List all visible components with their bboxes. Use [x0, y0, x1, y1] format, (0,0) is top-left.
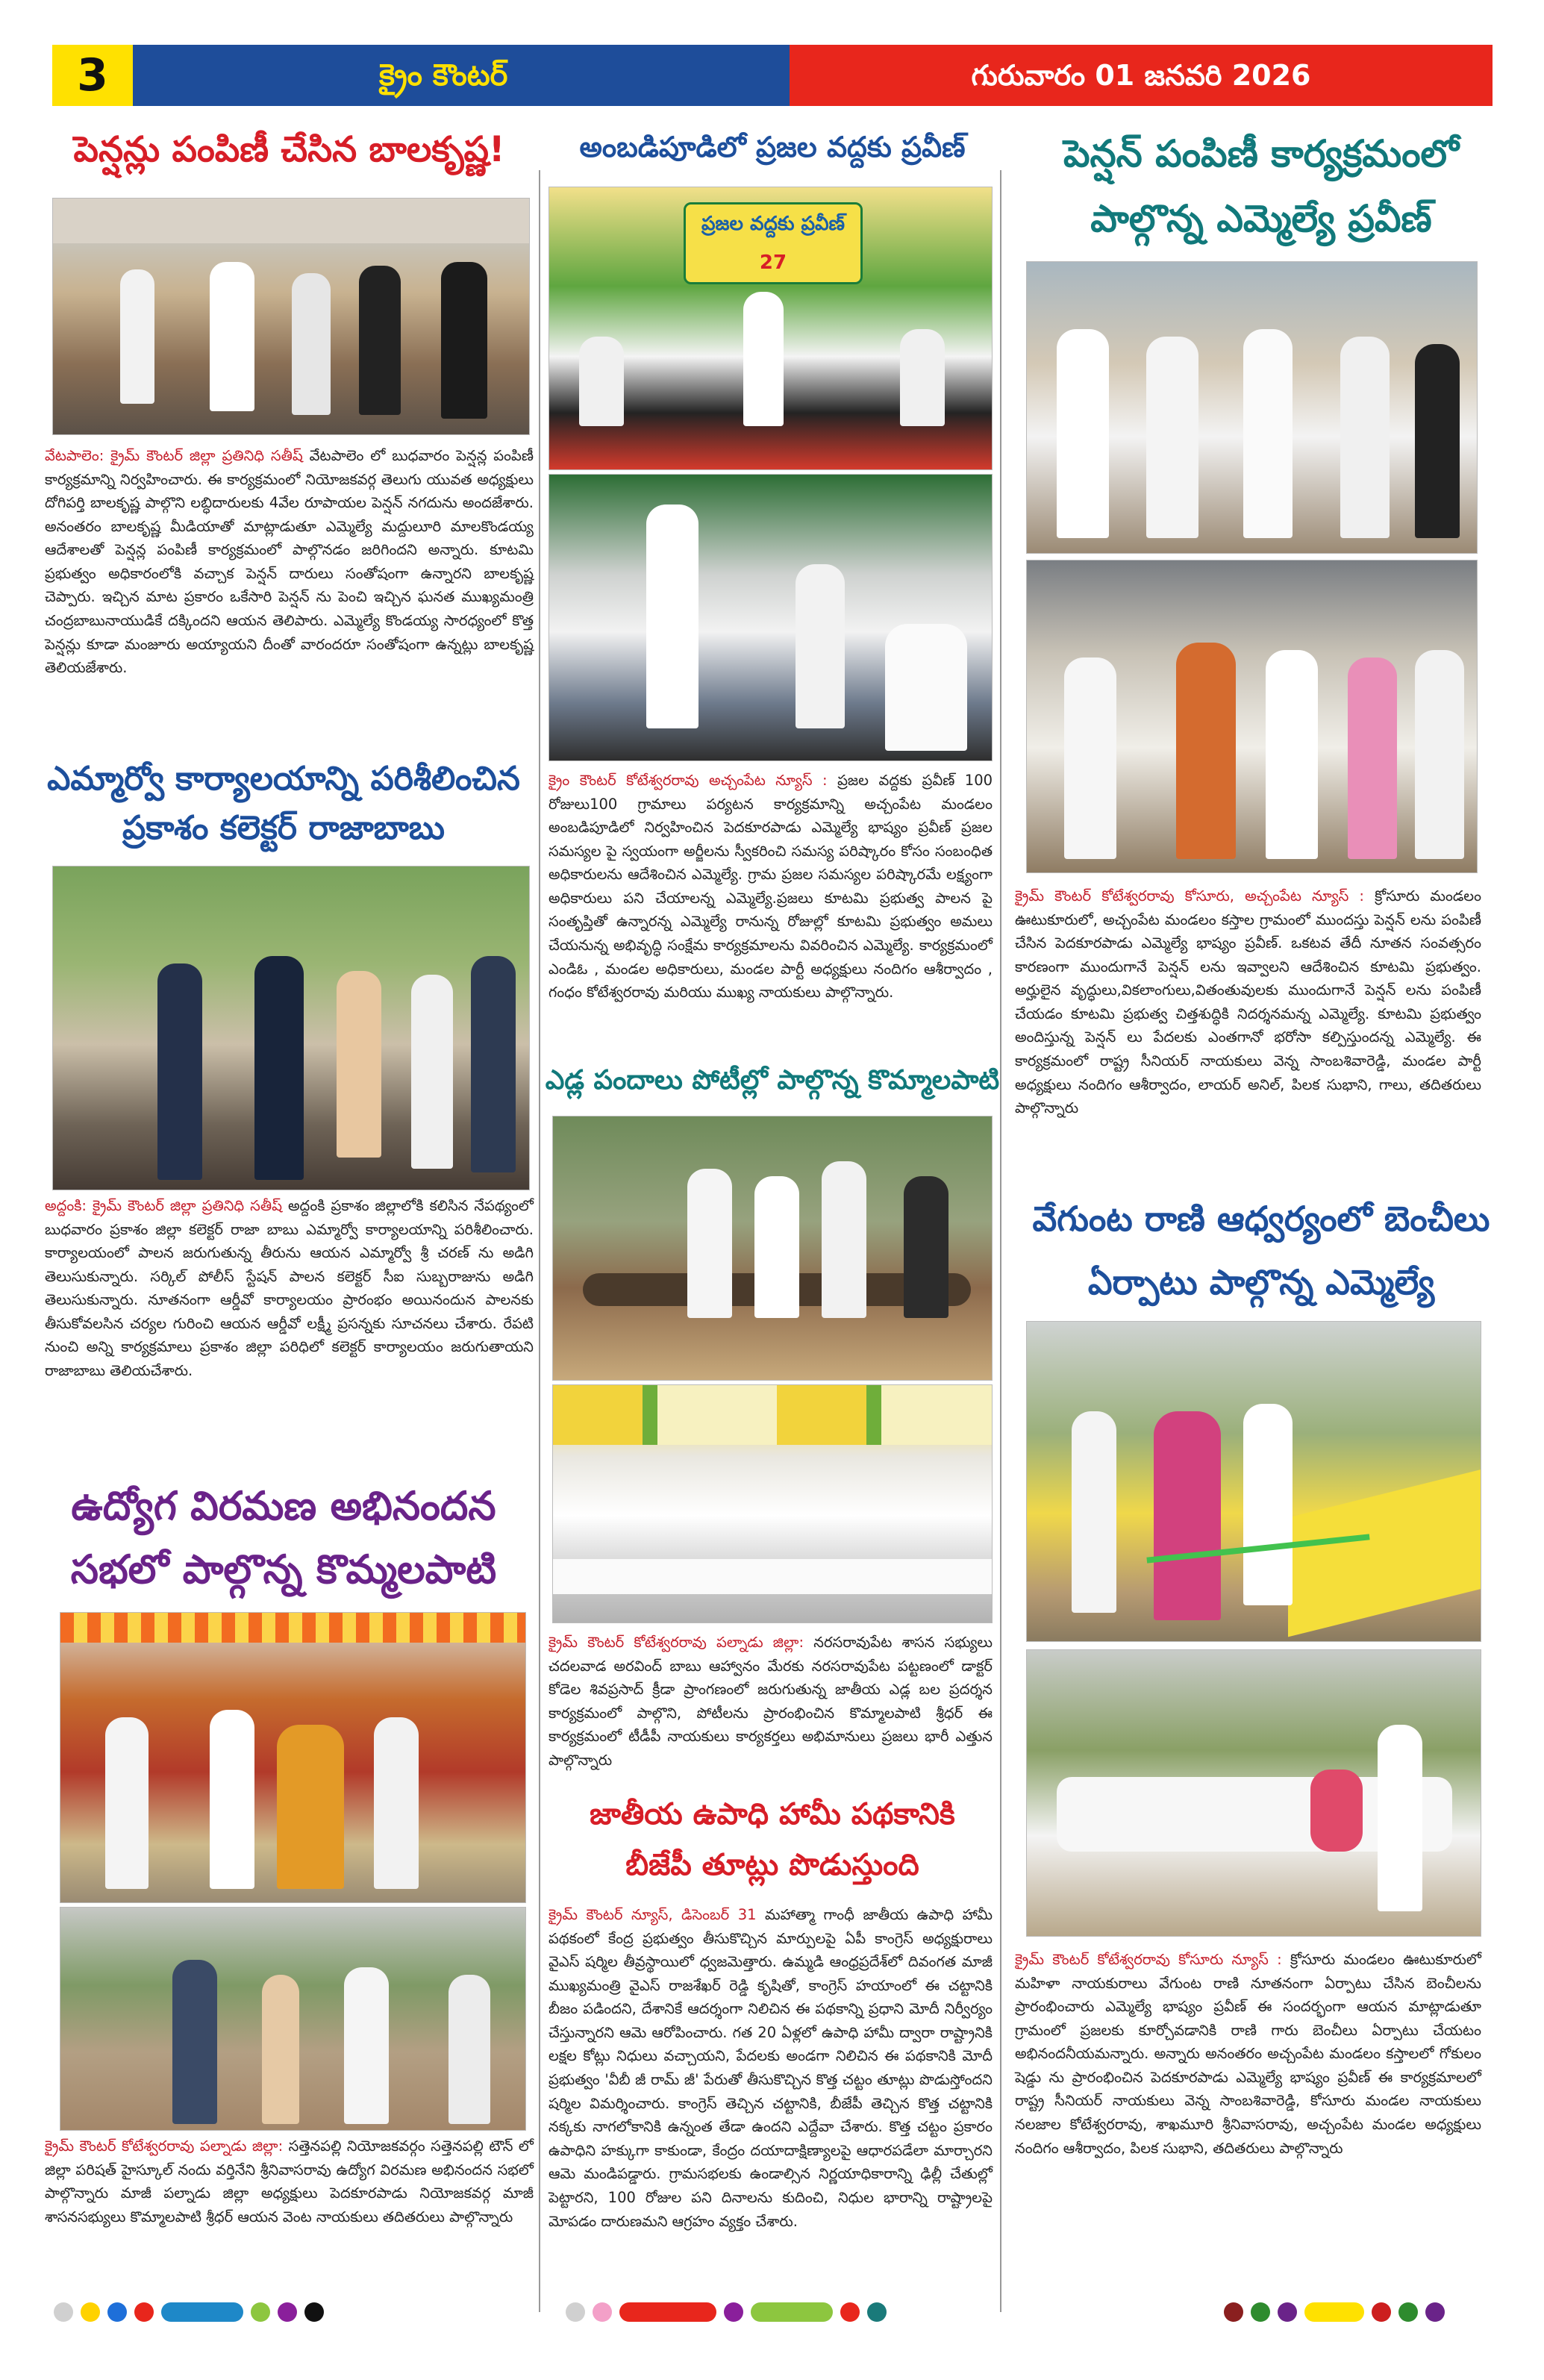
news-photo	[1026, 1649, 1481, 1937]
dateline: క్రైమ్ కౌంటర్ న్యూస్, డిసెంబర్ 31	[548, 1906, 757, 1923]
dateline: క్రైమ్ కౌంటర్ కోటేశ్వరరావు కోసూరు, అచ్చంపేట న్యూస్ :	[1015, 887, 1365, 905]
footer-bar	[751, 2302, 833, 2322]
headline: ఎడ్ల పందాలు పోటీల్లో పాల్గొన్న కొమ్మాలపాటి	[545, 1065, 1000, 1096]
footer-bar	[1304, 2302, 1364, 2322]
article-text: అద్దంకి ప్రకాశం జిల్లాలోకి కలిసిన నేపథ్యంలో బుధవారం ప్రకాశం జిల్లా కలెక్టర్ రాజా బాబు ఎమ్మార్వో కార్యాలయాన్ని పరిశీలించారు. కార్యాలయంలో పాలన జరుగుతున్న తీరును ఆయన ఎమ్మార్వో శ్రీ చరణ్ ను అడిగి తెలుసుకున్నారు. సర్కిల్ పోలీస్ స్టేషన్ పాలన కలెక్టర్ సీఐ సుబ్బరాజును అడిగి తెలుసుకున్నారు. నూతనంగా ఆర్డీవో కార్యాలయం ప్రారంభం అయినందున పాలనకు తీసుకోవలసిన చర్యల గురించి ఆయన ఆర్డీవో లక్ష్మీ ప్రసన్నకు సూచనలు చేశారు. రేపటి నుంచి అన్ని కార్యక్రమాలు ప్రకాశం జిల్లా పరిధిలో కలెక్టర్ కార్యాలయం జరుగుతాయని రాజాబాబు తెలియచేశారు.	[45, 1197, 534, 1380]
news-photo	[552, 1384, 993, 1623]
news-photo	[60, 1907, 526, 2131]
footer-dot	[593, 2302, 612, 2322]
footer-decoration-left	[54, 2302, 324, 2322]
news-photo	[1026, 261, 1478, 554]
dateline: క్రైమ్ కౌంటర్ కోటేశ్వరరావు పల్నాడు జిల్లా:	[45, 2137, 284, 2155]
dateline: అద్దంకి: క్రైమ్ కౌంటర్ జిల్లా ప్రతినిధి సతీష్	[45, 1197, 282, 1214]
footer-dot	[251, 2302, 270, 2322]
dateline: క్రైమ్ కౌంటర్ కోటేశ్వరరావు కోసూరు న్యూస్ :	[1015, 1951, 1282, 1968]
news-photo	[548, 474, 993, 761]
footer-dot	[1425, 2302, 1445, 2322]
headline: జాతీయ ఉపాధి హామీ పథకానికి	[590, 1797, 955, 1831]
article-body	[548, 1903, 993, 2233]
footer-dot	[1398, 2302, 1418, 2322]
article-text: నరసరావుపేట శాసన సభ్యులు చదలవాడ అరవింద్ బాబు ఆహ్వానం మేరకు నరసరావుపేట పట్టణంలో డాక్టర్ కోడెల శివప్రసాద్ క్రీడా ప్రాంగణంలో జరుగుతున్న జాతీయ ఎడ్ల బల ప్రదర్శన కార్యక్రమంలో పాల్గొని, పోటీలను ప్రారంభించిన కొమ్మాలపాటి శ్రీధర్ ఈ కార్యక్రమంలో టీడీపీ నాయకులు కార్యకర్తలు అభిమానులు ప్రజలు భారీ ఎత్తున పాల్గొన్నారు	[548, 1634, 993, 1769]
footer-dot	[1278, 2302, 1297, 2322]
section-banner	[133, 45, 790, 106]
footer-dot	[107, 2302, 127, 2322]
article-body	[45, 444, 534, 680]
news-photo	[1026, 560, 1478, 873]
headline: వేగుంట రాణి ఆధ్వర్యంలో బెంచీలు	[1032, 1199, 1490, 1239]
page-number: 3	[52, 45, 133, 106]
footer-dot	[867, 2302, 887, 2322]
footer-decoration-right	[1224, 2302, 1445, 2322]
footer-dot	[1251, 2302, 1270, 2322]
news-photo	[52, 866, 530, 1190]
headline: ఏర్పాటు పాల్గొన్న ఎమ్మెల్యే	[1087, 1262, 1435, 1302]
footer-dot	[724, 2302, 743, 2322]
article-text: ప్రజల వద్దకు ప్రవీణ్ 100 రోజులు100 గ్రామాలు పర్యటన కార్యక్రమాన్ని అచ్చంపేట మండలం అంబడిపూడిలో నిర్వహించిన పెదకూరపాడు ఎమ్మెల్యే భాష్యం ప్రవీణ్ ప్రజల సమస్యల పై స్వయంగా అర్జీలను స్వీకరించి సమస్య పరిష్కారం కోసం సంబంధిత అధికారులను ఆదేశించిన ఎమ్మెల్యే. గ్రామ ప్రజల సమస్యల పరిష్కారమే లక్ష్యంగా అధికారులు పని చేయాలన్న ఎమ్మెల్యే.ప్రజలు కూటమి ప్రభుత్వ పాలన పై సంతృప్తితో ఉన్నారన్న ఎమ్మెల్యే రానున్న రోజుల్లో కూటమి ప్రభుత్వం అమలు చేయనున్న అభివృద్ధి సంక్షేమ కార్యక్రమాలను వివరించిన ఎమ్మెల్యే. కార్యక్రమంలో ఎండిఓ , మండల అధికారులు, మండల పార్టీ అధ్యక్షులు నందిగం ఆశీర్వాదం , గంధం కోటేశ్వరరావు మరియు ముఖ్య నాయకులు పాల్గొన్నారు.	[548, 772, 993, 1002]
footer-dot	[54, 2302, 73, 2322]
footer-dot	[134, 2302, 154, 2322]
footer-dot	[278, 2302, 297, 2322]
headline: పెన్షన్ పంపిణీ కార్యక్రమంలో	[1063, 132, 1459, 175]
column-divider	[1000, 170, 1001, 2312]
headline: ప్రకాశం కలెక్టర్ రాజాబాబు	[122, 809, 445, 847]
section-title: క్రైం కౌంటర్	[379, 58, 508, 93]
article-text: క్రోసూరు మండలం ఊటుకూరులో, అచ్చంపేట మండలం కస్తాల గ్రామంలో ముందస్తు పెన్షన్ లను పంపిణీ చేసిన పెదకూరపాడు ఎమ్మెల్యే భాష్యం ప్రవీణ్. ఒకటవ తేదీ నూతన సంవత్సరం కారణంగా ముందుగానే పెన్షన్ లను ఇవ్వాలని ఆదేశించిన కూటమి ప్రభుత్వం. అర్హులైన వృద్ధులు,వికలాంగులు,వితంతువులకు ముందుగానే పెన్షన్ లను పంపిణీ చేయడం కూటమి ప్రభుత్వ చిత్తశుద్ధికి నిదర్శనమన్న ఎమ్మెల్యే. కూటమి ప్రభుత్వం అందిస్తున్న పెన్షన్ లు పేదలకు ఎంతగానో భరోసా కల్పిస్తుందన్న ఎమ్మెల్యే. ఈ కార్యక్రమంలో రాష్ట్ర సీనియర్ నాయకులు వెన్న సాంబశివారెడ్డి, మండల పార్టీ అధ్యక్షులు నందిగం ఆశీర్వాదం, లాయర్ అనిల్, పిలక సుభాని, గాలు, తదితరులు పాల్గొన్నారు	[1015, 887, 1481, 1117]
stage-banner-title: ప్రజల వద్దకు ప్రవీణ్	[701, 213, 845, 235]
headline: సభలో పాల్గొన్న కొమ్మలపాటి	[70, 1547, 497, 1593]
footer-dot	[304, 2302, 324, 2322]
article-text: వేటపాలెం లో బుధవారం పెన్షన్ల పంపిణీ కార్యక్రమాన్ని నిర్వహించారు. ఈ కార్యక్రమంలో నియోజకవర్గ తెలుగు యువత అధ్యక్షులు దోగిపర్తి బాలకృష్ణ పాల్గొని లబ్ధిదారులకు 4వేల రూపాయల పెన్షన్ నగదును అందజేశారు. అనంతరం బాలకృష్ణ మీడియాతో మాట్లాడుతూ ఎమ్మెల్యే మద్దులూరి మాలకొండయ్య ఆదేశాలతో పెన్షన్ల పంపిణీ కార్యక్రమంలో పాల్గొనడం జరిగిందని అన్నారు. కూటమి ప్రభుత్వం అధికారంలోకి వచ్చాక పెన్షన్ దారులు సంతోషంగా ఉన్నారని బాలకృష్ణ చెప్పారు. ఇచ్చిన మాట ప్రకారం ఒకేసారి పెన్షన్ ను పెంచి ఇచ్చిన ఘనత ముఖ్యమంత్రి చంద్రబాబునాయుడికే దక్కిందని ఆయన తెలిపారు. ఎమ్మెల్యే కొండయ్య సారధ్యంలో కొత్త పెన్షన్లు కూడా మంజూరు అయ్యాయని దీంతో వారందరూ సంతోషంగా ఉన్నట్లు బాలకృష్ణ తెలియజేశారు.	[45, 447, 534, 677]
footer-bar	[161, 2302, 243, 2322]
footer-bar	[619, 2302, 716, 2322]
issue-date: గురువారం 01 జనవరి 2026	[790, 45, 1493, 106]
article-text: క్రోసూరు మండలం ఊటుకూరులో మహిళా నాయకురాలు వేగుంట రాణి నూతనంగా ఏర్పాటు చేసిన బెంచీలను ప్రారంభించారు ఎమ్మెల్యే భాష్యం ప్రవీణ్ ఈ సందర్భంగా ఆయన మాట్లాడుతూ గ్రామంలో ప్రజలకు కూర్చోవడానికి రాణి గారు బెంచీలు ఏర్పాటు చేయటం అభినందనీయమన్నారు. అన్నారు అనంతరం అచ్చంపేట మండలం కస్తాలలో గోకులం షెడ్డు ను ప్రారంభించిన పెదకూరపాడు ఎమ్మెల్యే భాష్యం ప్రవీణ్ ఈ కార్యక్రమాలలో రాష్ట్ర సీనియర్ నాయకులు వెన్న సాంబశివారెడ్డి, కోసూరు మండల నాయకులు నలజాల కోటేశ్వరరావు, శాఖమూరి శ్రీనివాసరావు, అచ్చంపేట మండల అధ్యక్షులు నందిగం ఆశీర్వాదం, పిలక సుభాని, తదితరులు పాల్గొన్నారు	[1015, 1951, 1481, 2157]
footer-decoration-center	[566, 2302, 887, 2322]
headline: ఎమ్మార్వో కార్యాలయాన్ని పరిశీలించిన	[47, 760, 520, 798]
dateline: వేటపాలెం: క్రైమ్ కౌంటర్ జిల్లా ప్రతినిధి సతీష్	[45, 447, 303, 464]
article-text: సత్తెనపల్లి నియోజకవర్గం సత్తెనపల్లి టౌన్ లో జిల్లా పరిషత్ హైస్కూల్ నందు వర్తినేని శ్రీనివాసరావు ఉద్యోగ విరమణ అభినందన సభలో పాల్గొన్నారు మాజీ పల్నాడు జిల్లా అధ్యక్షులు పెదకూరపాడు నియోజకవర్గ మాజీ శాసనసభ్యులు కొమ్మాలపాటి శ్రీధర్ ఆయన వెంట నాయకులు తదితరులు పాల్గొన్నారు	[45, 2137, 534, 2226]
news-photo	[548, 187, 993, 470]
dateline: క్రైం కౌంటర్ కోటేశ్వరరావు అచ్చంపేట న్యూస్ :	[548, 772, 828, 789]
headline: ఉద్యోగ విరమణ అభినందన	[71, 1484, 496, 1529]
headline: బీజేపీ తూట్లు పొడుస్తుంది	[625, 1848, 919, 1882]
footer-dot	[1372, 2302, 1391, 2322]
article-text: మహాత్మా గాంధీ జాతీయ ఉపాధి హామీ పథకంలో కేంద్ర ప్రభుత్వం తీసుకొచ్చిన మార్పులపై ఏపీ కాంగ్రెస్ అధ్యక్షురాలు వైఎస్ షర్మిల తీవ్రస్థాయిలో ధ్వజమెత్తారు. ఉమ్మడి ఆంధ్రప్రదేశ్‌లో దివంగత మాజీ ముఖ్యమంత్రి వైఎస్ రాజశేఖర్ రెడ్డి కృషితో, కాంగ్రెస్ హయాంలో ఈ చట్టానికి బీజం పడిందని, దేశానికే ఆదర్శంగా నిలిచిన ఈ పథకాన్ని ప్రధాని మోదీ నిర్వీర్యం చేస్తున్నారని ఆమె ఆరోపించారు. గత 20 ఏళ్లలో ఉపాధి హామీ ద్వారా రాష్ట్రానికి లక్షల కోట్లు నిధులు వచ్చాయని, పేదలకు అండగా నిలిచిన ఈ పథకానికి మోదీ ప్రభుత్వం 'వీబీ జీ రామ్ జీ' పేరుతో తీసుకొచ్చిన కొత్త చట్టం తూట్లు పొడుస్తోందని షర్మిల విమర్శించారు. కాంగ్రెస్ తెచ్చిన చట్టానికి, బీజేపీ తెచ్చిన కొత్త చట్టానికి నక్కకు నాగలోకానికి ఉన్నంత తేడా ఉందని ఎద్దేవా చేశారు. కొత్త చట్టం ప్రకారం ఉపాధిని హక్కుగా కాకుండా, కేంద్రం దయాదాక్షిణ్యాలపై ఆధారపడేలా మార్చారని ఆమె మండిపడ్డారు. గ్రామసభలకు ఉండాల్సిన నిర్ణయాధికారాన్ని ఢిల్లీ చేతుల్లో పెట్టారని, 100 రోజుల పని దినాలను కుదించి, నిధుల భారాన్ని రాష్ట్రాలపై మోపడం దారుణమని ఆగ్రహం వ్యక్తం చేశారు.	[548, 1906, 993, 2230]
headline: పాల్గొన్న ఎమ్మెల్యే ప్రవీణ్	[1090, 197, 1432, 240]
article-body	[1015, 884, 1481, 1120]
article-body	[45, 2134, 534, 2228]
article-body	[45, 1194, 534, 1383]
news-photo	[1026, 1321, 1481, 1642]
column-divider	[539, 170, 540, 2312]
footer-dot	[840, 2302, 860, 2322]
article-body	[548, 1631, 993, 1772]
news-photo	[52, 198, 530, 435]
footer-dot	[566, 2302, 585, 2322]
news-photo	[60, 1612, 526, 1903]
article-body	[548, 769, 993, 1005]
news-photo	[552, 1116, 993, 1381]
stage-banner-number: 27	[759, 252, 787, 274]
headline: అంబడిపూడిలో ప్రజల వద్దకు ప్రవీణ్	[579, 131, 966, 163]
footer-dot	[1224, 2302, 1243, 2322]
footer-dot	[81, 2302, 100, 2322]
article-body	[1015, 1948, 1481, 2160]
dateline: క్రైమ్ కౌంటర్ కోటేశ్వరరావు పల్నాడు జిల్లా:	[548, 1634, 804, 1651]
headline: పెన్షన్లు పంపిణీ చేసిన బాలకృష్ణ!	[73, 129, 505, 170]
